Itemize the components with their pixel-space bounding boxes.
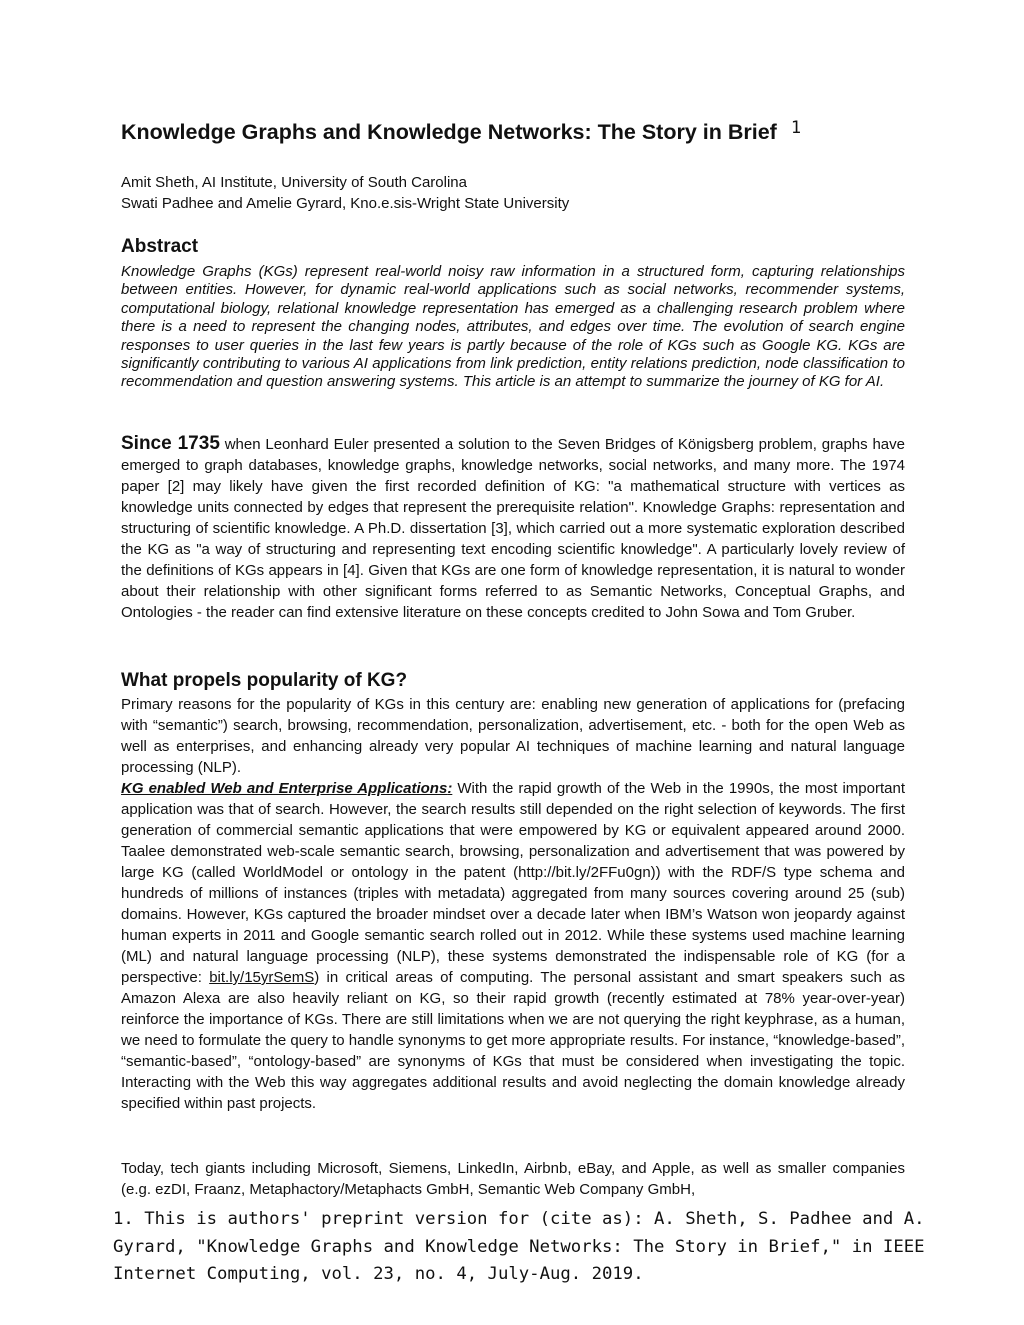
author-line: Amit Sheth, AI Institute, University of South Carolina: [121, 174, 467, 191]
abstract-heading: Abstract: [121, 236, 199, 257]
author-line: Swati Padhee and Amelie Gyrard, Kno.e.sis-Wright State University: [121, 195, 570, 212]
footnote-mark[interactable]: 1: [790, 118, 802, 138]
shortlink[interactable]: bit.ly/15yrSemS: [209, 969, 315, 986]
subsection-heading: KG enabled Web and Enterprise Applications: [121, 780, 448, 797]
section-heading: What propels popularity of KG?: [121, 670, 408, 691]
body-paragraph-2-text-b: ) in critical areas of computing. The personal assistant and smart speakers such as Amazon Alexa are also heavily reliant on KG, so their rapid growth (recently estimated at 78% year-over-year) reinforce the importance of KGs. There are still limitations when we are not querying the right keyphrase, as a human, we need to formulate the query to handle synonyms to get more appropriate results. For instance, “knowledge-based”, “semantic-based”, “ontology-based” are synonyms of KGs that must be considered when investigating the topic. Interacting with the Web this way aggregates additional results and avoid neglecting the domain knowledge already specified within past projects.: [121, 969, 906, 1112]
intro-text: when Leonhard Euler presented a solution to the Seven Bridges of Königsberg problem, graphs have emerged to graph databases, knowledge graphs, knowledge networks, social networks, and many more. The 1974 paper [2] may likely have given the first recorded definition of KG: "a mathematical structure with vertices as knowledge units connected by edges that represent the prerequisite relation". Knowledge Graphs: representation and structuring of scientific knowledge. A Ph.D. dissertation [3], which carried out a more systematic exploration described the KG as "a way of structuring and representing text encoding scientific knowledge". A particularly lovely review of the definitions of KGs appears in [4]. Given that KGs are one form of knowledge representation, it is natural to wonder about their relationship with other significant forms referred to as Semantic Networks, Conceptual Graphs, and Ontologies - the reader can find extensive literature on these concepts credited to John Sowa and Tom Gruber.: [121, 436, 905, 621]
author-list: [121, 172, 569, 214]
footnote: 1. This is authors' preprint version for (cite as): A. Sheth, S. Padhee and A. Gyrard, "Knowledge Graphs and Knowledge Networks: The Story in Brief," in IEEE Internet Computing, vol. 23, no. 4, July-Aug. 2019.: [113, 1209, 925, 1284]
paper-title: [121, 120, 801, 145]
body-paragraph-1: Primary reasons for the popularity of KGs in this century are: enabling new generation of applications for (prefacing with “semantic”) search, browsing, recommendation, personalization, advertisement, etc. - both for the open Web as well as enterprises, and enhancing already very popular AI techniques of machine learning and natural language processing (NLP).: [121, 696, 905, 776]
intro-paragraph: [121, 433, 905, 623]
abstract-text: Knowledge Graphs (KGs) represent real-world noisy raw information in a structured form, capturing relationships between entities. However, for dynamic real-world applications such as social networks, recommender systems, computational biology, relational knowledge representation has emerged as a challenging research problem where there is a need to represent the changing nodes, attributes, and edges over time. The evolution of search engine responses to user queries in the last few years is partly because of the role of KGs such as Google KG. KGs are significantly contributing to various AI applications from link prediction, entity relations prediction, node classification to recommendation and question answering systems. This article is an attempt to summarize the journey of KG for AI.: [121, 263, 905, 391]
body-paragraph-2-text-a: With the rapid growth of the Web in the 1990s, the most important application was that of search. However, the search results still depended on the right selection of keywords. The first generation of commercial semantic applications that were empowered by KG or equivalent appeared around 2000. Taalee demonstrated web-scale semantic search, browsing, personalization and advertisement that was powered by large KG (called WorldModel or ontology in the patent (http://bit.ly/2FFu0gn)) with the RDF/S type schema and hundreds of millions of instances (triples with metadata) aggregated from many sources covering around 25 (sub) domains. However, KGs captured the broader mindset over a decade later when IBM’s Watson won jeopardy against human experts in 2011 and Google semantic search rolled out in 2012. While these systems used machine learning (ML) and natural language processing (NLP), these systems demonstrated the indispensable role of KG (for a perspective:: [121, 780, 905, 986]
paper-title-text: Knowledge Graphs and Knowledge Networks: The Story in Brief: [121, 120, 777, 144]
body-paragraph-2: [121, 778, 905, 1114]
intro-lead: Since 1735: [121, 433, 220, 454]
body-paragraph-3: Today, tech giants including Microsoft, Siemens, LinkedIn, Airbnb, eBay, and Apple, as well as smaller companies (e.g. ezDI, Fraanz, Metaphactory/Metaphacts GmbH, Semantic Web Company GmbH,: [121, 1160, 905, 1198]
subsection-colon: :: [447, 780, 453, 797]
